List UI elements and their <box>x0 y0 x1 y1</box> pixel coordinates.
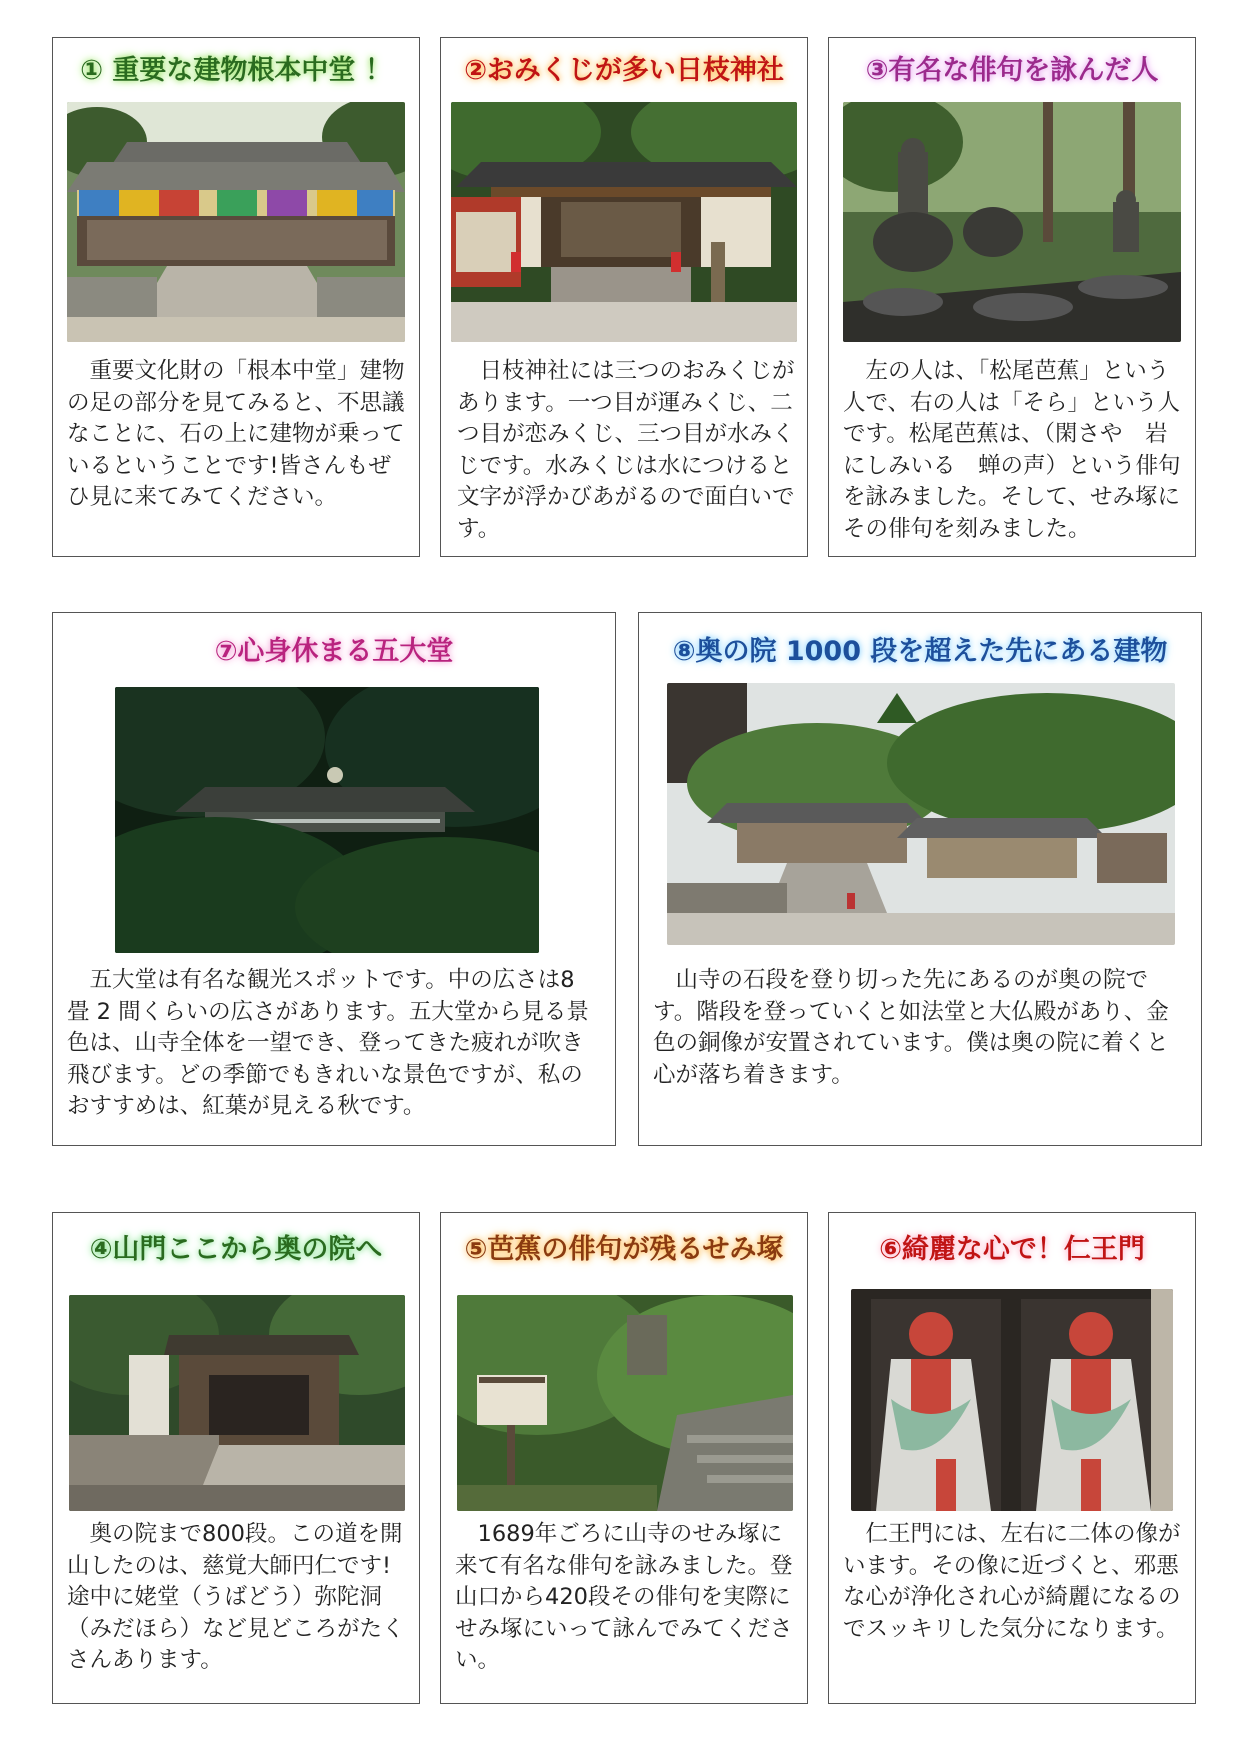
card-niomon <box>828 1212 1196 1704</box>
card-title: ⑦心身休まる五大堂 <box>214 636 454 667</box>
photo-sanmon <box>69 1295 405 1511</box>
card-title: ⑧奥の院 1000 段を超えた先にある建物 <box>672 636 1168 667</box>
photo-niomon <box>851 1289 1173 1511</box>
photo-basho-statues <box>843 102 1181 342</box>
card-text: 五大堂は有名な観光スポットです。中の広さは8 畳 2 間くらいの広さがあります。五大堂から見る景色は、山寺全体を一望でき、登ってきた疲れが吹き飛びます。どの季節でもきれいな景色ですが、私のおすすめは、紅葉が見える秋です。 <box>67 967 589 1119</box>
card-text: 左の人は、「松尾芭蕉」という人で、右の人は「そら」という人です。松尾芭蕉は、（閑さや 岩にしみいる 蝉の声）という俳句を詠みました。そして、せみ塚にその俳句を刻みました。 <box>843 358 1181 542</box>
photo-hie-shrine <box>451 102 797 342</box>
card-godaido <box>52 612 616 1146</box>
card-title: ⑤芭蕉の俳句が残るせみ塚 <box>464 1234 784 1265</box>
card-title: ④山門ここから奥の院へ <box>89 1234 383 1265</box>
card-title: ⑥綺麗な心で！仁王門 <box>879 1234 1145 1265</box>
card-text: 1689年ごろに山寺のせみ塚に来て有名な俳句を詠みました。登山口から420段その俳句を実際にせみ塚にいって詠んでみてください。 <box>455 1521 793 1673</box>
card-text: 奥の院まで800段。この道を開山したのは、慈覚大師円仁です!途中に姥堂（うばどう）弥陀洞（みだほら）など見どころがたくさんあります。 <box>67 1521 405 1673</box>
photo-konpon-chudo <box>67 102 405 342</box>
card-text: 仁王門には、左右に二体の像がいます。その像に近づくと、邪悪な心が浄化され心が綺麗になるのでスッキリした気分になります。 <box>843 1521 1181 1642</box>
card-title: ③有名な俳句を詠んだ人 <box>865 55 1159 86</box>
card-haiku-poets <box>828 37 1196 557</box>
photo-okunoin <box>667 683 1175 945</box>
card-okunoin <box>638 612 1202 1146</box>
card-hie-shrine <box>440 37 808 557</box>
card-text: 重要文化財の「根本中堂」建物の足の部分を見てみると、不思議なことに、石の上に建物が乗っているということです!皆さんもぜひ見に来てみてください。 <box>67 358 405 510</box>
card-konpon-chudo <box>52 37 420 557</box>
photo-semizuka <box>457 1295 793 1511</box>
photo-godaido <box>115 687 539 953</box>
card-sanmon <box>52 1212 420 1704</box>
card-title: ②おみくじが多い日枝神社 <box>464 55 784 86</box>
card-text: 山寺の石段を登り切った先にあるのが奥の院です。階段を登っていくと如法堂と大仏殿があり、金色の銅像が安置されています。僕は奥の院に着くと心が落ち着きます。 <box>653 967 1169 1088</box>
card-semizuka <box>440 1212 808 1704</box>
card-title: ① 重要な建物根本中堂 ！ <box>80 55 392 86</box>
card-text: 日枝神社には三つのおみくじがあります。一つ目が運みくじ、二つ目が恋みくじ、三つ目が水みくじです。水みくじは水につけると文字が浮かびあがるので面白いです。 <box>457 358 795 542</box>
